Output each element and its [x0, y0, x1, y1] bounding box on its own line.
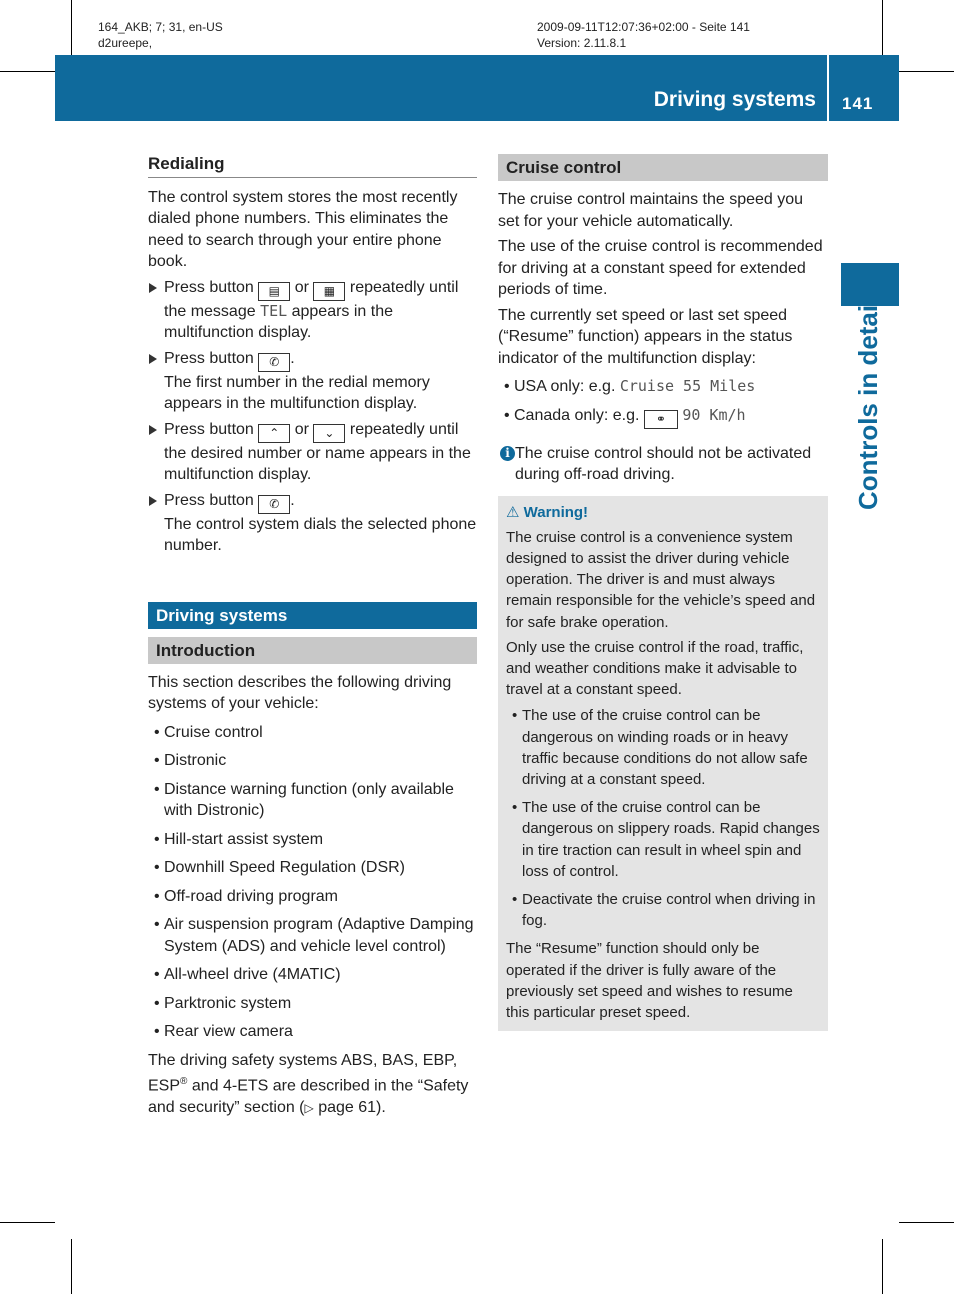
list-item: • Off-road driving program	[148, 886, 477, 908]
step-text: Press button	[164, 491, 254, 509]
list-item: • Air suspension program (Adaptive Damping System (ADS) and vehicle level control)	[148, 914, 477, 957]
redialing-heading: Redialing	[148, 153, 477, 178]
step-text: repeatedly until the desired number or name appears in the multifunction display.	[164, 420, 471, 483]
list-item: • All-wheel drive (4MATIC)	[148, 964, 477, 986]
crop-mark	[882, 0, 883, 55]
cruise-control-indicator-icon: ⚭	[644, 410, 678, 429]
meta-line: d2ureepe,	[98, 36, 153, 50]
right-column	[498, 154, 828, 1031]
step-result: The first number in the redial memory appears in the multifunction display.	[164, 373, 430, 412]
left-column	[148, 153, 477, 1123]
crop-mark	[71, 1239, 72, 1294]
meta-line: 2009-09-11T12:07:36+02:00 - Seite 141	[537, 20, 750, 34]
cruise-paragraph: The cruise control maintains the speed you set for your vehicle automatically.	[498, 191, 804, 230]
redialing-intro: The control system stores the most recently dialed phone numbers. This eliminates the need to search through your entire phone book.	[148, 188, 458, 270]
list-item: • Parktronic system	[148, 993, 477, 1015]
display-message: 90 Km/h	[682, 405, 746, 424]
display-message: Cruise 55 Miles	[619, 377, 756, 395]
crop-mark	[899, 71, 954, 72]
phone-menu-key-icon: ▤	[258, 282, 290, 301]
crop-mark	[71, 0, 72, 55]
arrow-down-key-icon: ⌄	[313, 424, 345, 443]
step-text: or	[294, 278, 309, 296]
warning-paragraph: The cruise control is a convenience system designed to assist the driver during vehicle operation. The driver is and must always remain responsible for the vehicle’s speed and for safe brake operation.	[506, 528, 816, 631]
warning-title: Warning!	[523, 503, 589, 521]
crop-mark	[0, 1222, 55, 1223]
warning-bullet: • Deactivate the cruise control when driving in fog.	[506, 889, 820, 931]
crop-mark	[0, 71, 55, 72]
cruise-paragraph: The use of the cruise control is recommended for driving at a constant speed for extended periods of time.	[498, 238, 823, 298]
crop-mark	[882, 1239, 883, 1294]
phone-receiver-key-icon: ✆	[258, 353, 290, 372]
info-note	[498, 443, 828, 486]
list-item: • Rear view camera	[148, 1021, 477, 1043]
warning-bullet: • The use of the cruise control can be dangerous on slippery roads. Rapid changes in tire traction can result in wheel spin and loss of control.	[506, 797, 820, 882]
step-text: Press button	[164, 278, 254, 296]
meta-line: Version: 2.11.8.1	[537, 36, 627, 50]
page-reference-arrow-icon: ▷	[304, 1100, 314, 1115]
warning-box	[498, 496, 828, 1032]
warning-triangle-icon: ⚠	[506, 503, 520, 521]
list-item: • Distance warning function (only available with Distronic)	[148, 779, 477, 822]
crop-mark	[899, 1222, 954, 1223]
driving-systems-section-bar: Driving systems	[148, 602, 477, 629]
cruise-paragraph: The currently set speed or last set speed (“Resume” function) appears in the status indicator of the multifunction display:	[498, 306, 793, 367]
list-item: • Downhill Speed Regulation (DSR)	[148, 857, 477, 879]
warning-paragraph: Only use the cruise control if the road, traffic, and weather conditions make it advisable to travel at a constant speed.	[506, 638, 804, 699]
page-number: 141	[842, 94, 874, 113]
page-title: Driving systems	[653, 88, 816, 111]
warning-heading	[506, 502, 820, 523]
introduction-text: This section describes the following driving systems of your vehicle:	[148, 673, 452, 712]
list-item: • Distronic	[148, 750, 477, 772]
region-label: Canada only: e.g.	[514, 406, 640, 424]
step-text: Press button	[164, 420, 254, 438]
registered-mark: ®	[180, 1076, 188, 1087]
step-item	[148, 419, 477, 486]
step-item: Press button ✆ . The first number in the redial memory appears in the multifunction display.	[148, 348, 477, 415]
info-text: The cruise control should not be activated during off-road driving.	[515, 444, 812, 483]
print-meta-right	[537, 19, 750, 51]
side-tab-label: Controls in detail	[853, 297, 883, 510]
systems-list	[148, 722, 477, 1043]
warning-bullet: • The use of the cruise control can be dangerous on winding roads or in heavy traffic because conditions do not allow safe driving at a constant speed.	[506, 705, 820, 790]
warning-paragraph: The “Resume” function should only be operated if the driver is fully aware of the previously set speed and wishes to resume this particular preset speed.	[506, 940, 793, 1021]
step-item: Press button ✆ . The control system dials the selected phone number.	[148, 490, 477, 557]
list-item	[498, 376, 828, 398]
info-icon: i	[500, 446, 515, 461]
step-text: Press button	[164, 349, 254, 367]
page-reference-link[interactable]: page 61).	[313, 1098, 386, 1116]
step-text: or	[294, 420, 309, 438]
phone-menu-key-alt-icon: ▦	[313, 282, 345, 301]
cruise-control-section-bar: Cruise control	[498, 154, 828, 181]
list-item	[498, 405, 828, 429]
note-text: and 4-ETS are described in the “Safety and security” section (	[148, 1077, 469, 1116]
step-text: appears in the multifunction display.	[164, 302, 394, 341]
region-label: USA only: e.g.	[514, 378, 616, 395]
arrow-up-key-icon: ⌃	[258, 424, 290, 443]
meta-line: 164_AKB; 7; 31, en-US	[98, 20, 223, 34]
note-text: The driving safety systems ABS, BAS, EBP, ESP	[148, 1051, 458, 1095]
print-meta-left	[98, 19, 223, 51]
step-result: The control system dials the selected phone number.	[164, 515, 477, 554]
step-item	[148, 277, 477, 344]
phone-receiver-key-icon: ✆	[258, 495, 290, 514]
list-item: • Cruise control	[148, 722, 477, 744]
step-text: repeatedly until the message	[164, 278, 459, 320]
safety-systems-note	[148, 1050, 477, 1120]
display-message: TEL	[260, 301, 288, 320]
introduction-section-bar: Introduction	[148, 637, 477, 664]
header-divider	[827, 55, 829, 121]
list-item: • Hill-start assist system	[148, 829, 477, 851]
